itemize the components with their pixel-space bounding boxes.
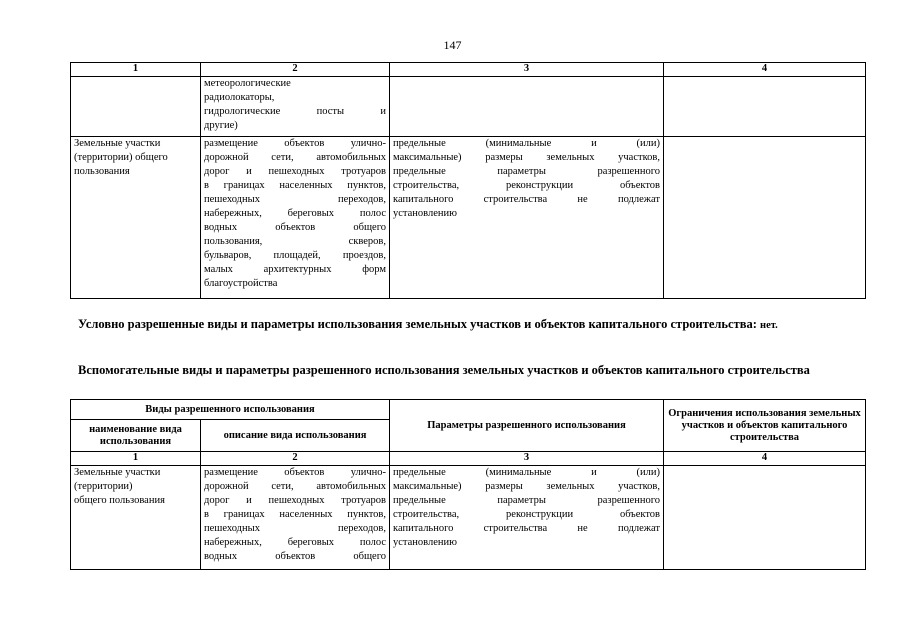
col-number: 1 — [71, 452, 201, 466]
cell-parameters — [390, 137, 664, 299]
header-use-types: Виды разрешенного использования — [71, 400, 390, 420]
cell-text-line: набережных, береговых полос — [204, 537, 387, 548]
cell-text-line: максимальные) размеры земельных участков, — [393, 152, 660, 163]
cell-text-line: благоустройства — [204, 278, 278, 289]
heading-conditional-value: нет. — [760, 320, 778, 331]
cell-text-line: водных объектов общего — [204, 551, 387, 562]
cell-text-line: дорог и пешеходных тротуаров — [204, 166, 386, 177]
cell-use-description — [201, 77, 390, 137]
header-use-description: описание вида использования — [201, 420, 390, 452]
cell-use-name — [71, 77, 201, 137]
cell-text-line: (территории) общего — [74, 152, 168, 163]
cell-use-description — [201, 137, 390, 299]
cell-text-line: установлению — [393, 537, 457, 548]
table-column-numbers — [71, 452, 866, 466]
cell-text-line: общего пользования — [74, 495, 165, 506]
cell-text-line: набережных, береговых полос — [204, 208, 386, 219]
cell-text-line: гидрологические посты и — [204, 106, 386, 117]
page-number: 147 — [443, 38, 462, 52]
cell-text-line: пешеходных переходов, — [204, 194, 386, 205]
cell-text-line: в границах населенных пунктов, — [204, 180, 386, 191]
table-row — [71, 137, 866, 299]
cell-restrictions — [664, 77, 866, 137]
cell-use-name — [71, 137, 201, 299]
cell-use-name — [71, 466, 201, 570]
cell-text-line: максимальные) размеры земельных участков, — [393, 481, 661, 492]
cell-parameters — [390, 466, 664, 570]
col-number: 3 — [390, 63, 664, 77]
header-restrictions: Ограничения использования земельных участков и объектов капитального строительства — [664, 400, 866, 452]
cell-text-line: размещение объектов улично- — [204, 467, 387, 478]
cell-text-line: капитального строительства не подлежат — [393, 194, 660, 205]
cell-text-line: размещение объектов улично- — [204, 138, 386, 149]
col-number: 3 — [390, 452, 664, 466]
cell-text-line: пешеходных переходов, — [204, 523, 387, 534]
cell-text-line: в границах населенных пунктов, — [204, 509, 387, 520]
cell-text-line: пользования — [74, 166, 130, 177]
cell-text-line: (территории) — [74, 481, 133, 492]
cell-text-line: бульваров, площадей, проездов, — [204, 250, 386, 261]
cell-text-line: метеорологические — [204, 78, 291, 89]
cell-text-line: предельные параметры разрешенного — [393, 495, 661, 506]
section-heading-conditional — [78, 316, 863, 334]
table-row — [71, 77, 866, 137]
cell-text-line: установлению — [393, 208, 457, 219]
cell-text-line: предельные параметры разрешенного — [393, 166, 660, 177]
section-heading-auxiliary: Вспомогательные виды и параметры разрешенного использования земельных участков и объектов капитального строительства — [78, 363, 810, 377]
table-row — [71, 466, 866, 570]
table-auxiliary-use — [70, 399, 866, 570]
cell-text-line: предельные (минимальные и (или) — [393, 467, 661, 478]
col-number: 2 — [201, 63, 390, 77]
cell-text-line: пользования, скверов, — [204, 236, 386, 247]
cell-text-line: дорожной сети, автомобильных — [204, 152, 386, 163]
heading-conditional-text: Условно разрешенные виды и параметры использования земельных участков и объектов капитального строительства: — [78, 317, 757, 331]
table-header-row — [71, 400, 866, 420]
col-number: 2 — [201, 452, 390, 466]
col-number: 4 — [664, 452, 866, 466]
cell-text-line: предельные (минимальные и (или) — [393, 138, 660, 149]
cell-text-line: малых архитектурных форм — [204, 264, 386, 275]
cell-text-line: водных объектов общего — [204, 222, 386, 233]
cell-text-line: строительства, реконструкции объектов — [393, 180, 660, 191]
cell-text-line: радиолокаторы, — [204, 92, 275, 103]
table-column-numbers — [71, 63, 866, 77]
cell-text-line: Земельные участки — [74, 138, 161, 149]
header-parameters: Параметры разрешенного использования — [390, 400, 664, 452]
cell-text-line: капитального строительства не подлежат — [393, 523, 661, 534]
cell-restrictions — [664, 466, 866, 570]
cell-text-line: другие) — [204, 120, 238, 131]
cell-restrictions — [664, 137, 866, 299]
cell-text-line: дорожной сети, автомобильных — [204, 481, 387, 492]
cell-parameters — [390, 77, 664, 137]
cell-text-line: строительства, реконструкции объектов — [393, 509, 661, 520]
cell-use-description — [201, 466, 390, 570]
col-number: 1 — [71, 63, 201, 77]
table-main-use — [70, 62, 866, 299]
cell-text-line: Земельные участки — [74, 467, 161, 478]
cell-text-line: дорог и пешеходных тротуаров — [204, 495, 387, 506]
col-number: 4 — [664, 63, 866, 77]
header-use-name: наименование вида использования — [71, 420, 201, 452]
